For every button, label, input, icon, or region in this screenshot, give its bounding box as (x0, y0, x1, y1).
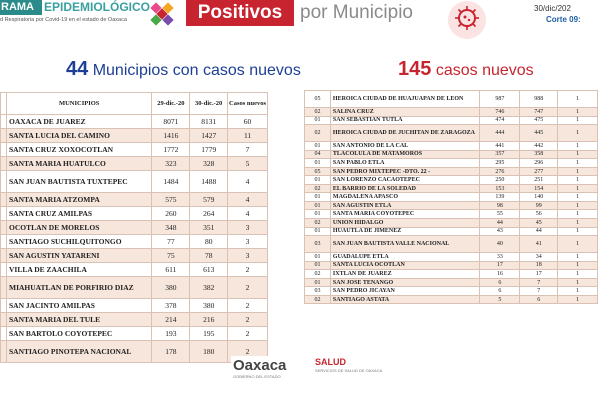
table-row (1, 249, 268, 263)
oaxaca-logo-tag: GOBIERNO DEL ESTADO (233, 374, 281, 379)
d30-cell: 264 (190, 207, 228, 221)
d30-cell: 7 (520, 287, 558, 296)
table-header-30dic: 30-dic.-20 (190, 93, 228, 115)
nuevos-cell: 1 (558, 91, 598, 108)
d30-cell: 445 (520, 125, 558, 142)
d30-cell: 1427 (190, 129, 228, 143)
region-cell: 01 (305, 159, 331, 168)
municipio-cell: HEROICA CIUDAD DE HUAJUAPAN DE LEON (330, 91, 479, 108)
municipio-cell: MAGDALENA APASCO (330, 193, 479, 202)
right-municipios-table (304, 90, 598, 304)
d29-cell: 295 (480, 159, 520, 168)
table-row (305, 201, 598, 210)
table-row (1, 299, 268, 313)
d30-cell: 1779 (190, 143, 228, 157)
d30-cell: 328 (190, 157, 228, 171)
d29-cell: 193 (152, 327, 190, 341)
table-row (305, 253, 598, 262)
d30-cell: 18 (520, 261, 558, 270)
municipio-cell: SAN ANTONIO DE LA CAL (330, 142, 479, 151)
table-header-municipios: MUNICIPIOS (6, 93, 151, 115)
oaxaca-logo (231, 356, 305, 382)
nuevos-cell: 2 (228, 277, 268, 299)
region-cell: 01 (305, 253, 331, 262)
d29-cell: 250 (480, 176, 520, 185)
region-cell: 02 (305, 219, 331, 228)
d29-cell: 153 (480, 184, 520, 193)
d30-cell: 34 (520, 253, 558, 262)
municipio-cell: SANTA MARIA DEL TULE (6, 313, 151, 327)
d30-cell: 380 (190, 299, 228, 313)
nuevos-cell: 1 (558, 201, 598, 210)
region-cell: 02 (305, 270, 331, 279)
municipio-cell: SANTIAGO ASTATA (330, 295, 479, 304)
region-cell: 01 (305, 210, 331, 219)
nuevos-cell: 1 (558, 108, 598, 117)
report-cutoff: Corte 09: (546, 15, 581, 24)
table-row (1, 115, 268, 129)
region-cell: 02 (305, 295, 331, 304)
nuevos-cell: 1 (558, 125, 598, 142)
table-row (305, 91, 598, 108)
table-row (305, 210, 598, 219)
nuevos-cell: 3 (228, 235, 268, 249)
region-cell: 05 (305, 167, 331, 176)
brand-short: RAMA (0, 0, 42, 15)
nuevos-cell: 1 (558, 150, 598, 159)
table-row (1, 235, 268, 249)
table-row (305, 227, 598, 236)
table-row (305, 176, 598, 185)
nuevos-cell: 1 (558, 210, 598, 219)
left-municipios-table (0, 92, 268, 363)
table-row (305, 219, 598, 228)
d29-cell: 8071 (152, 115, 190, 129)
table-row (305, 270, 598, 279)
d29-cell: 357 (480, 150, 520, 159)
table-row (1, 193, 268, 207)
d30-cell: 99 (520, 201, 558, 210)
d30-cell: 44 (520, 227, 558, 236)
headline-municipios (66, 58, 301, 81)
d30-cell: 351 (190, 221, 228, 235)
municipio-cell: SANTA CRUZ AMILPAS (6, 207, 151, 221)
municipios-count: 44 (66, 58, 89, 80)
municipio-cell: SAN LORENZO CACAOTEPEC (330, 176, 479, 185)
table-row (305, 167, 598, 176)
nuevos-cell: 7 (228, 143, 268, 157)
nuevos-cell: 1 (558, 193, 598, 202)
table-row (1, 341, 268, 363)
municipio-cell: VILLA DE ZAACHILA (6, 263, 151, 277)
municipio-cell: SAN JUAN BAUTISTA VALLE NACIONAL (330, 236, 479, 253)
d29-cell: 214 (152, 313, 190, 327)
d30-cell: 216 (190, 313, 228, 327)
region-cell: 01 (305, 142, 331, 151)
d29-cell: 6 (480, 287, 520, 296)
municipio-cell: SAN JACINTO AMILPAS (6, 299, 151, 313)
table-row (1, 277, 268, 299)
virus-icon (447, 0, 487, 40)
region-cell: 01 (305, 201, 331, 210)
municipio-cell: GUADALUPE ETLA (330, 253, 479, 262)
municipios-label: Municipios con casos nuevos (92, 62, 301, 79)
municipio-cell: SAN AGUSTIN YATARENI (6, 249, 151, 263)
table-row (305, 193, 598, 202)
d29-cell: 178 (152, 341, 190, 363)
region-cell: 04 (305, 150, 331, 159)
municipio-cell: SAN PEDRO MIXTEPEC -DTO. 22 - (330, 167, 479, 176)
d29-cell: 17 (480, 261, 520, 270)
table-row (305, 184, 598, 193)
table-row (305, 108, 598, 117)
municipio-cell: SAN SEBASTIAN TUTLA (330, 116, 479, 125)
d29-cell: 6 (480, 278, 520, 287)
municipio-cell: OAXACA DE JUAREZ (6, 115, 151, 129)
table-row (305, 236, 598, 253)
d29-cell: 323 (152, 157, 190, 171)
d29-cell: 1416 (152, 129, 190, 143)
d30-cell: 296 (520, 159, 558, 168)
municipio-cell: IXTLAN DE JUAREZ (330, 270, 479, 279)
d29-cell: 75 (152, 249, 190, 263)
municipio-cell: SANTA LUCIA OCOTLAN (330, 261, 479, 270)
table-row (305, 287, 598, 296)
title-rest: por Municipio (300, 2, 413, 23)
table-row (305, 116, 598, 125)
municipio-cell: SAN JUAN BAUTISTA TUXTEPEC (6, 171, 151, 193)
title-highlight: Positivos (186, 0, 294, 26)
region-cell: 01 (305, 193, 331, 202)
municipio-cell: OCOTLAN DE MORELOS (6, 221, 151, 235)
d29-cell: 260 (152, 207, 190, 221)
municipio-cell: SAN JOSE TENANGO (330, 278, 479, 287)
municipio-cell: MIAHUATLAN DE PORFIRIO DIAZ (6, 277, 151, 299)
nuevos-cell: 1 (558, 159, 598, 168)
region-cell: 02 (305, 184, 331, 193)
d29-cell: 43 (480, 227, 520, 236)
nuevos-cell: 3 (228, 249, 268, 263)
municipio-cell: SANTA MARIA COYOTEPEC (330, 210, 479, 219)
d29-cell: 98 (480, 201, 520, 210)
d30-cell: 140 (520, 193, 558, 202)
municipio-cell: SAN BARTOLO COYOTEPEC (6, 327, 151, 341)
d30-cell: 382 (190, 277, 228, 299)
d30-cell: 17 (520, 270, 558, 279)
table-row (1, 171, 268, 193)
nuevos-cell: 1 (558, 116, 598, 125)
region-cell: 05 (305, 91, 331, 108)
d30-cell: 277 (520, 167, 558, 176)
region-cell: 03 (305, 287, 331, 296)
d29-cell: 611 (152, 263, 190, 277)
table-row (1, 129, 268, 143)
municipio-cell: EL BARRIO DE LA SOLEDAD (330, 184, 479, 193)
nuevos-cell: 1 (558, 261, 598, 270)
table-row (305, 142, 598, 151)
d30-cell: 80 (190, 235, 228, 249)
d30-cell: 41 (520, 236, 558, 253)
headline-casos (398, 58, 534, 81)
nuevos-cell: 1 (558, 227, 598, 236)
d29-cell: 444 (480, 125, 520, 142)
municipio-cell: SANTA LUCIA DEL CAMINO (6, 129, 151, 143)
colored-x-logo-icon (149, 1, 175, 27)
nuevos-cell: 1 (558, 287, 598, 296)
d29-cell: 139 (480, 193, 520, 202)
nuevos-cell: 1 (558, 236, 598, 253)
table-row (1, 313, 268, 327)
d29-cell: 16 (480, 270, 520, 279)
nuevos-cell: 11 (228, 129, 268, 143)
nuevos-cell: 2 (228, 299, 268, 313)
nuevos-cell: 2 (228, 327, 268, 341)
municipio-cell: UNION HIDALGO (330, 219, 479, 228)
municipio-cell: SANTA MARIA HUATULCO (6, 157, 151, 171)
table-row (1, 143, 268, 157)
casos-label: casos nuevos (435, 62, 534, 79)
nuevos-cell: 5 (228, 157, 268, 171)
municipio-cell: SANTA MARIA ATZOMPA (6, 193, 151, 207)
d30-cell: 475 (520, 116, 558, 125)
region-cell: 02 (305, 125, 331, 142)
d30-cell: 7 (520, 278, 558, 287)
nuevos-cell: 1 (558, 167, 598, 176)
d30-cell: 78 (190, 249, 228, 263)
nuevos-cell: 2 (228, 341, 268, 363)
table-row (1, 157, 268, 171)
d29-cell: 276 (480, 167, 520, 176)
d30-cell: 613 (190, 263, 228, 277)
d29-cell: 1484 (152, 171, 190, 193)
d30-cell: 442 (520, 142, 558, 151)
nuevos-cell: 1 (558, 295, 598, 304)
municipio-cell: SAN AGUSTIN ETLA (330, 201, 479, 210)
d29-cell: 40 (480, 236, 520, 253)
nuevos-cell: 4 (228, 193, 268, 207)
d30-cell: 45 (520, 219, 558, 228)
d29-cell: 55 (480, 210, 520, 219)
municipio-cell: SANTA CRUZ XOXOCOTLAN (6, 143, 151, 157)
nuevos-cell: 3 (228, 221, 268, 235)
report-date: 30/dic/202 (534, 4, 571, 13)
d30-cell: 195 (190, 327, 228, 341)
table-row (305, 278, 598, 287)
region-cell: 01 (305, 116, 331, 125)
nuevos-cell: 4 (228, 171, 268, 193)
table-header-29dic: 29-dic.-20 (152, 93, 190, 115)
d29-cell: 746 (480, 108, 520, 117)
d30-cell: 56 (520, 210, 558, 219)
municipio-cell: SAN PEDRO JICAYAN (330, 287, 479, 296)
nuevos-cell: 4 (228, 207, 268, 221)
d29-cell: 441 (480, 142, 520, 151)
table-row (305, 125, 598, 142)
table-row (1, 263, 268, 277)
table-row (305, 150, 598, 159)
municipio-cell: HUAUTLA DE JIMENEZ (330, 227, 479, 236)
d30-cell: 1488 (190, 171, 228, 193)
d30-cell: 988 (520, 91, 558, 108)
region-cell: 01 (305, 176, 331, 185)
nuevos-cell: 60 (228, 115, 268, 129)
municipio-cell: TLACOLULA DE MATAMOROS (330, 150, 479, 159)
d29-cell: 5 (480, 295, 520, 304)
table-row (305, 159, 598, 168)
d29-cell: 44 (480, 219, 520, 228)
region-cell: 03 (305, 236, 331, 253)
d30-cell: 154 (520, 184, 558, 193)
d29-cell: 575 (152, 193, 190, 207)
nuevos-cell: 2 (228, 313, 268, 327)
nuevos-cell: 1 (558, 184, 598, 193)
table-row (305, 295, 598, 304)
nuevos-cell: 1 (558, 270, 598, 279)
d30-cell: 747 (520, 108, 558, 117)
region-cell: 01 (305, 227, 331, 236)
region-cell: 02 (305, 108, 331, 117)
nuevos-cell: 1 (558, 253, 598, 262)
nuevos-cell: 1 (558, 278, 598, 287)
salud-logo-word: SALUD (315, 357, 346, 367)
nuevos-cell: 1 (558, 142, 598, 151)
salud-logo-tag: SERVICIOS DE SALUD DE OAXACA (315, 368, 383, 373)
oaxaca-logo-word: Oaxaca (233, 357, 287, 374)
municipio-cell: SAN PABLO ETLA (330, 159, 479, 168)
d29-cell: 348 (152, 221, 190, 235)
table-header-nuevos: Casos nuevos (228, 93, 268, 115)
d30-cell: 251 (520, 176, 558, 185)
casos-count: 145 (398, 58, 432, 80)
d29-cell: 1772 (152, 143, 190, 157)
nuevos-cell: 2 (228, 263, 268, 277)
nuevos-cell: 1 (558, 219, 598, 228)
municipio-cell: SANTIAGO SUCHILQUITONGO (6, 235, 151, 249)
d30-cell: 579 (190, 193, 228, 207)
table-row (1, 221, 268, 235)
d30-cell: 180 (190, 341, 228, 363)
table-row (1, 327, 268, 341)
municipio-cell: SANTIAGO PINOTEPA NACIONAL (6, 341, 151, 363)
d30-cell: 6 (520, 295, 558, 304)
d30-cell: 358 (520, 150, 558, 159)
d29-cell: 987 (480, 91, 520, 108)
brand-title: EPIDEMIOLÓGICO (44, 0, 151, 14)
nuevos-cell: 1 (558, 176, 598, 185)
d29-cell: 33 (480, 253, 520, 262)
salud-logo (313, 356, 383, 380)
region-cell: 01 (305, 278, 331, 287)
table-row (1, 207, 268, 221)
municipio-cell: SALINA CRUZ (330, 108, 479, 117)
municipio-cell: HEROICA CIUDAD DE JUCHITAN DE ZARAGOZA (330, 125, 479, 142)
d29-cell: 378 (152, 299, 190, 313)
d29-cell: 77 (152, 235, 190, 249)
d29-cell: 474 (480, 116, 520, 125)
brand-subtitle: d Respiratoria por Covid-19 en el estado de Oaxaca (0, 17, 127, 23)
d30-cell: 8131 (190, 115, 228, 129)
table-row (305, 261, 598, 270)
d29-cell: 380 (152, 277, 190, 299)
region-cell: 01 (305, 261, 331, 270)
